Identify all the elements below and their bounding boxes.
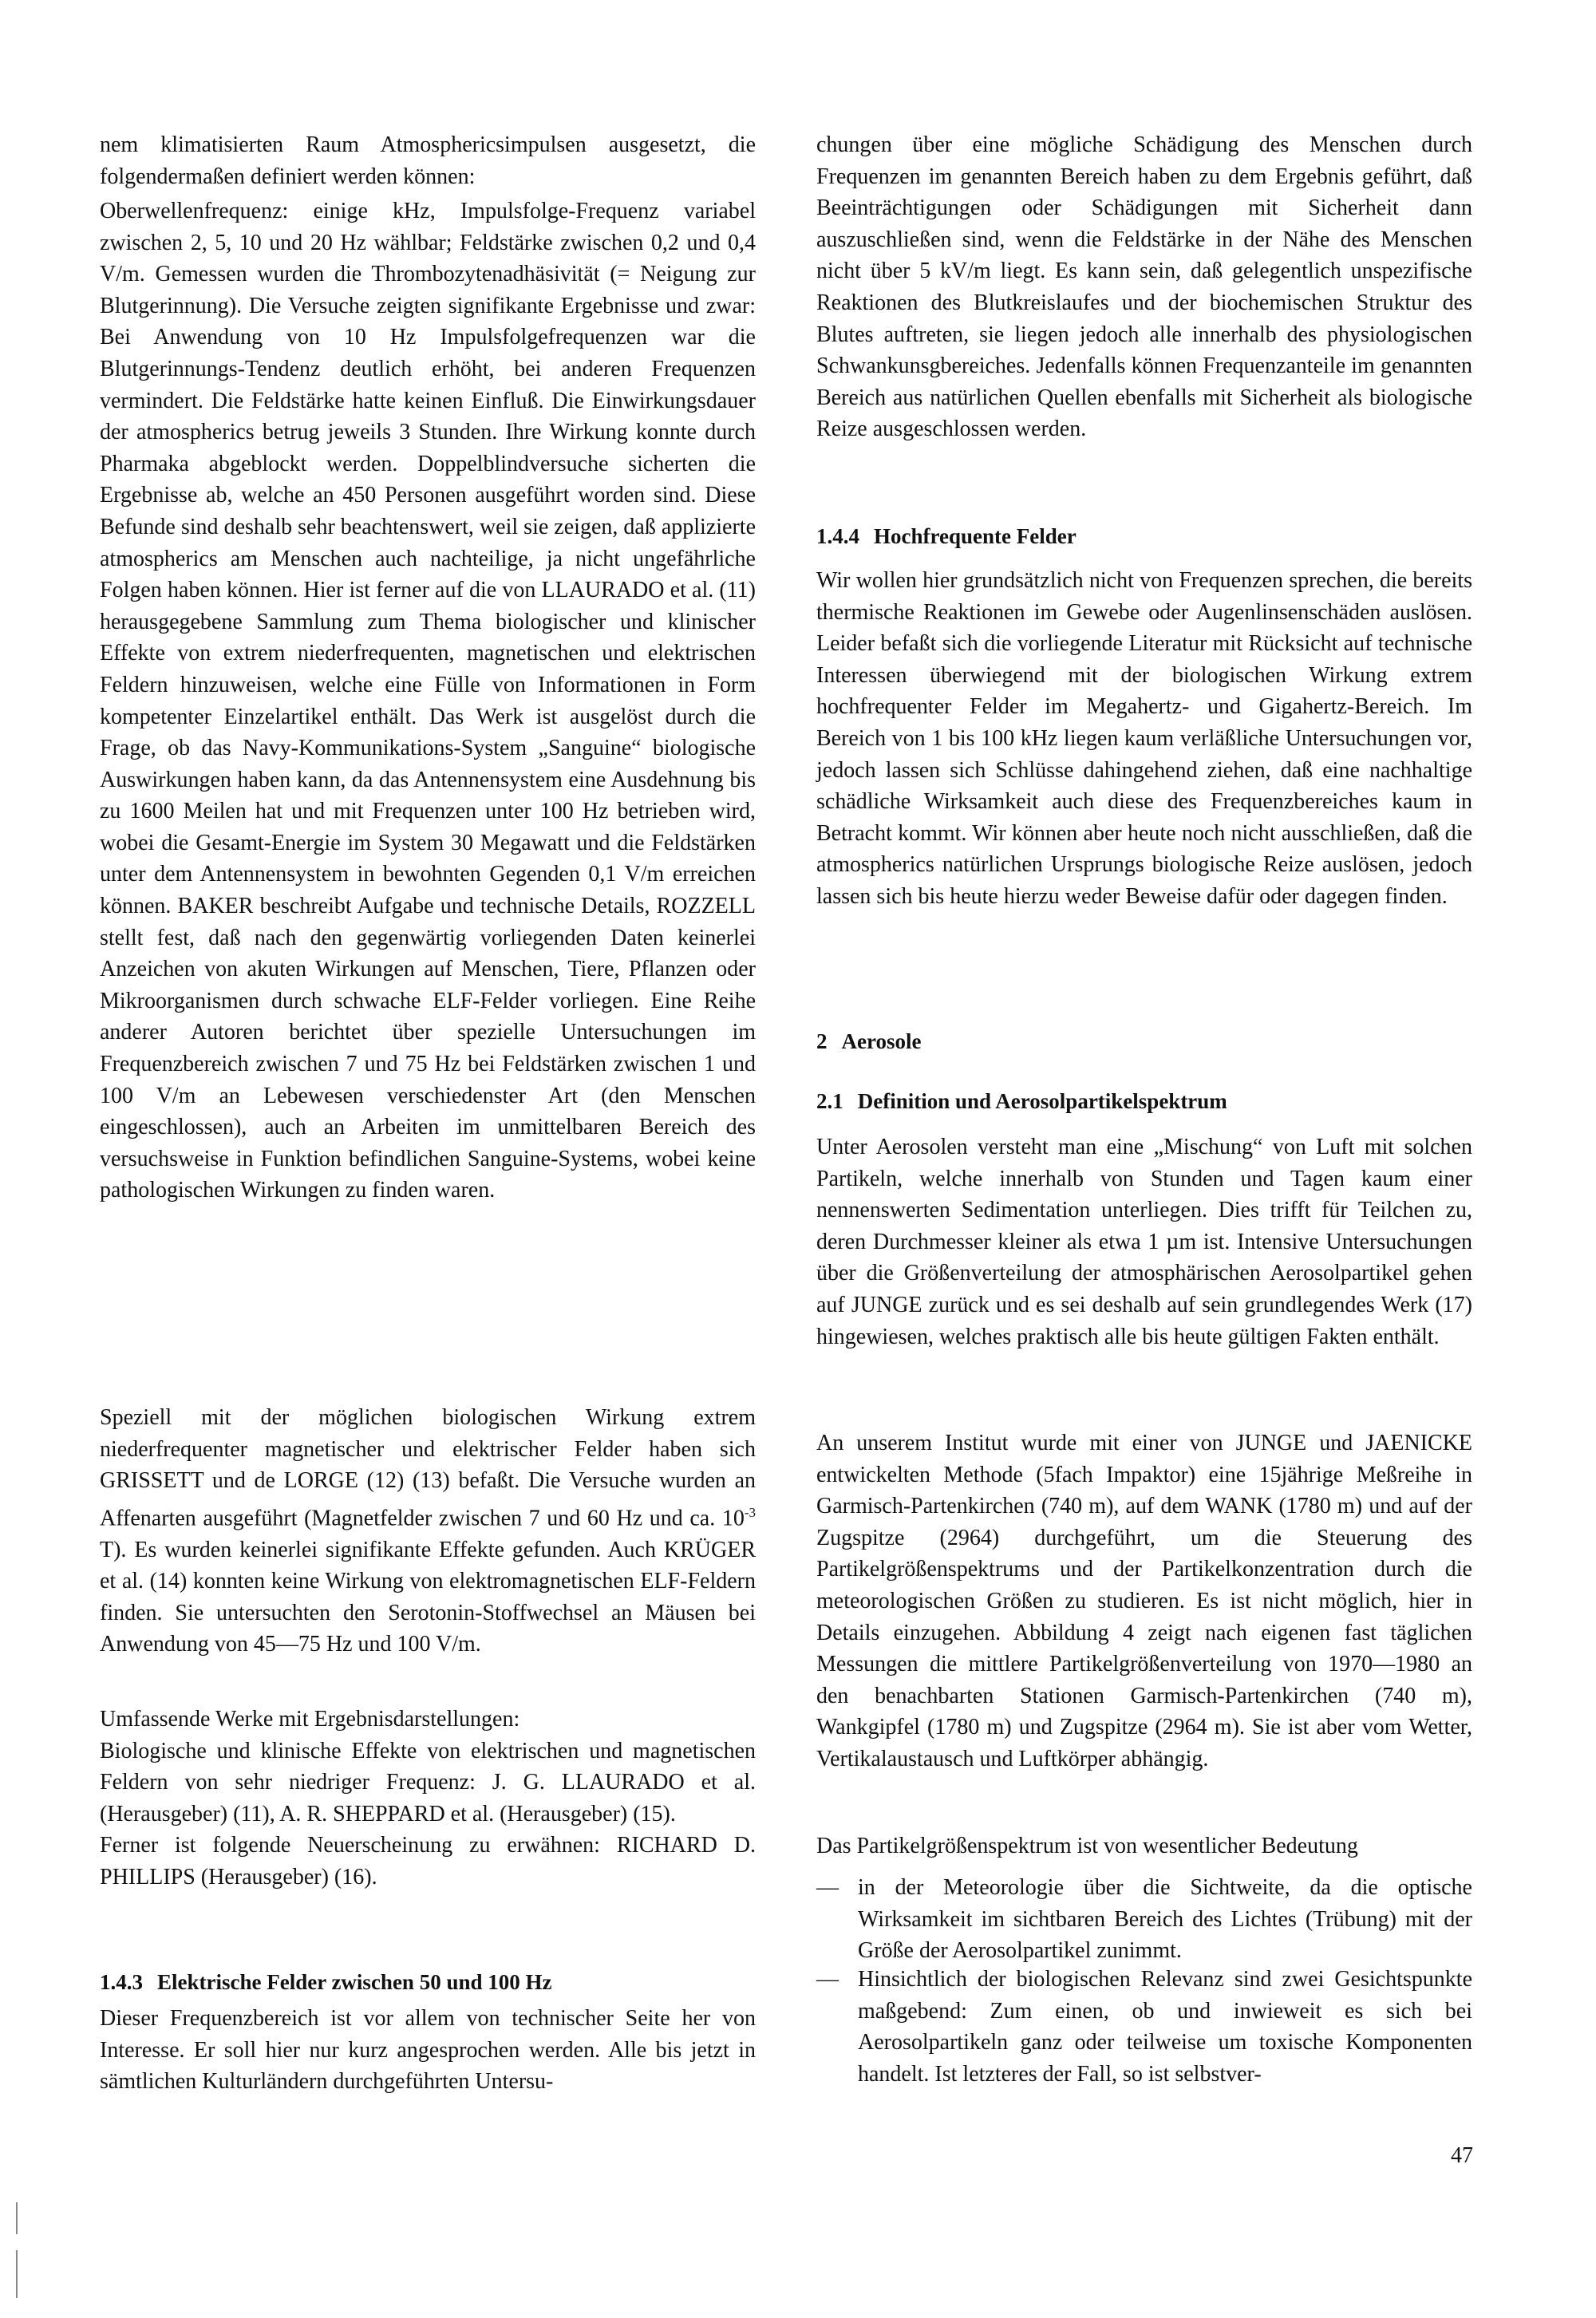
heading-number: 2 bbox=[816, 1029, 828, 1053]
list-item bbox=[816, 1964, 1472, 2090]
scan-mark bbox=[16, 2250, 18, 2298]
text: Biologische und klinische Effekte von elektrischen und magnetischen Feldern von sehr niedriger Frequenz: J. G. LLAURADO et al. (Herausgeber) (11), A. R. SHEPPARD et al. (Herausgeber) (15). bbox=[100, 1738, 756, 1826]
paragraph: chungen über eine mögliche Schädigung des Menschen durch Frequenzen im genannten Bereich haben zu dem Ergebnis geführt, daß Beeinträchtigungen oder Schädigungen mit Sicherheit dann auszuschließen sind, wenn die Feldstärke in der Nähe des Menschen nicht über 5 kV/m liegt. Es kann sein, daß gelegentlich unspezifische Reaktionen des Blutkreislaufes und der biochemischen Struktur des Blutes auftreten, sie liegen jedoch alle innerhalb des physiologischen Schwankunsgbereiches. Jedenfalls können Frequenzanteile im genannten Bereich aus natürlichen Quellen ebenfalls mit Sicherheit als biologische Reize ausgeschlossen werden. bbox=[816, 132, 1472, 442]
scan-mark bbox=[16, 2202, 18, 2234]
section-heading-1-4-4 bbox=[816, 522, 1077, 551]
superscript: -3 bbox=[744, 1504, 756, 1520]
text: Ferner ist folgende Neuerscheinung zu erwähnen: RICHARD D. PHILLIPS (Herausgeber) (16). bbox=[100, 1833, 756, 1890]
left-column bbox=[100, 0, 756, 2318]
heading-number: 1.4.4 bbox=[816, 524, 859, 548]
heading-title: Aerosole bbox=[841, 1029, 922, 1053]
paragraph: Unter Aerosolen versteht man eine „Mischung“ von Luft mit solchen Partikeln, welche innerhalb von Stunden und Tagen kaum einer nennenswerten Sedimentation unterliegen. Dies trifft für Teilchen zu, deren Durchmesser kleiner als etwa 1 µm ist. Intensive Untersuchungen über die Größenverteilung der atmosphärischen Aerosolpartikel gehen auf JUNGE zurück und es sei deshalb auf sein grundlegendes Werk (17) hingewiesen, welches praktisch alle bis heute gültigen Fakten enthält. bbox=[816, 1135, 1472, 1349]
text: Speziell mit der möglichen biologischen Wirkung extrem niederfrequenter magnetischer und elektrischer Felder haben sich GRISSETT und de LORGE (12) (13) befaßt. Die Versuche wurden an Affenarten ausgeführt (Magnetfelder zwischen 7 und 60 Hz und ca. 10 bbox=[100, 1405, 756, 1531]
heading-number: 2.1 bbox=[816, 1089, 843, 1113]
heading-title: Definition und Aerosolpartikelspektrum bbox=[857, 1089, 1227, 1113]
paragraph bbox=[100, 1704, 756, 1893]
section-heading-2 bbox=[816, 1027, 921, 1056]
section-heading-1-4-3 bbox=[100, 1968, 551, 1996]
text: in der Meteorologie über die Sichtweite, da die optische Wirksamkeit im sichtbaren Bereich des Lichtes (Trübung) mit der Größe der Aerosolpartikel zunimmt. bbox=[858, 1875, 1472, 1964]
list-item bbox=[816, 1872, 1472, 1967]
dash-bullet: — bbox=[816, 1875, 839, 1900]
text: Umfassende Werke mit Ergebnisdarstellungen: bbox=[100, 1707, 520, 1732]
section-heading-2-1 bbox=[816, 1087, 1227, 1116]
page-number: 47 bbox=[1451, 2143, 1473, 2168]
heading-title: Hochfrequente Felder bbox=[874, 524, 1077, 548]
paragraph bbox=[100, 1402, 756, 1661]
paragraph: nem klimatisierten Raum Atmosphericsimpulsen ausgesetzt, die folgendermaßen definiert werden können: bbox=[100, 132, 756, 189]
paragraph: Wir wollen hier grundsätzlich nicht von Frequenzen sprechen, die bereits thermische Reaktionen im Gewebe oder Augenlinsenschäden auslösen. Leider befaßt sich die vorliegende Literatur mit Rücksicht auf technische Interessen überwiegend mit der biologischen Wirkung extrem hochfrequenter Felder im Megahertz- und Gigahertz-Bereich. Im Bereich von 1 bis 100 kHz liegen kaum verläßliche Untersuchungen vor, jedoch lassen sich Schlüsse dahingehend ziehen, daß eine nachhaltige schädliche Wirksamkeit auch diese des Frequenzbereiches kaum in Betracht kommt. Wir können aber heute noch nicht ausschließen, daß die atmospherics natürlichen Ursprungs biologische Reize auslösen, jedoch lassen sich bis heute hierzu weder Beweise dafür oder dagegen finden. bbox=[816, 568, 1472, 909]
text: Hinsichtlich der biologischen Relevanz sind zwei Gesichtspunkte maßgebend: Zum einen, ob und inwieweit es sich bei Aerosolpartikeln ganz oder teilweise um toxische Komponenten handelt. Ist letzteres der Fall, so ist selbstver- bbox=[858, 1967, 1472, 2087]
text: T). Es wurden keinerlei signifikante Effekte gefunden. Auch KRÜGER et al. (14) konnten keine Wirkung von elektromagnetischen ELF-Feldern finden. Sie untersuchten den Serotonin-Stoffwechsel an Mäusen bei Anwendung von 45—75 Hz und 100 V/m. bbox=[100, 1537, 756, 1657]
dash-bullet: — bbox=[816, 1967, 839, 1992]
right-column bbox=[816, 0, 1472, 2318]
paragraph: Das Partikelgrößenspektrum ist von wesentlicher Bedeutung bbox=[816, 1834, 1358, 1858]
paragraph: Dieser Frequenzbereich ist vor allem von technischer Seite her von Interesse. Er soll hier nur kurz angesprochen werden. Alle bis jetzt in sämtlichen Kulturländern durchgeführten Untersu- bbox=[100, 2006, 756, 2095]
heading-title: Elektrische Felder zwischen 50 und 100 Hz bbox=[157, 1970, 552, 1994]
paragraph: Oberwellenfrequenz: einige kHz, Impulsfolge-Frequenz variabel zwischen 2, 5, 10 und 20 Hz wählbar; Feldstärke zwischen 0,2 und 0,4 V/m. Gemessen wurden die Thrombozytenadhäsivität (= Neigung zur Blutgerinnung). Die Versuche zeigten signifikante Ergebnisse und zwar: Bei Anwendung von 10 Hz Impulsfolgefrequenzen war die Blutgerinnungs-Tendenz deutlich erhöht, bei anderen Frequenzen vermindert. Die Feldstärke hatte keinen Einfluß. Die Einwirkungsdauer der atmospherics betrug jeweils 3 Stunden. Ihre Wirkung konnte durch Pharmaka abgeblockt werden. Doppelblindversuche sicherten die Ergebnisse ab, welche an 450 Personen ausgeführt worden sind. Diese Befunde sind deshalb sehr beachtenswert, weil sie zeigen, daß applizierte atmospherics am Menschen auch nachteilige, ja nicht ungefährliche Folgen haben können. Hier ist ferner auf die von LLAURADO et al. (11) herausgegebene Sammlung zum Thema biologischer und klinischer Effekte von extrem niederfrequenten, magnetischen und elektrischen Feldern hinzuweisen, welche eine Fülle von Informationen in Form kompetenter Einzelartikel enthält. Das Werk ist ausgelöst durch die Frage, ob das Navy-Kommunikations-System „Sanguine“ biologische Auswirkungen haben kann, da das Antennensystem eine Ausdehnung bis zu 1600 Meilen hat und mit Frequenzen unter 100 Hz betrieben wird, wobei die Gesamt-Energie im System 30 Megawatt und die Feldstärken unter dem Antennensystem in bewohnten Gegenden 0,1 V/m erreichen können. BAKER beschreibt Aufgabe und technische Details, ROZZELL stellt fest, daß nach den gegenwärtig vorliegenden Daten keinerlei Anzeichen von akuten Wirkungen auf Menschen, Tiere, Pflanzen oder Mikroorganismen durch schwache ELF-Felder vorliegen. Eine Reihe anderer Autoren berichtet über spezielle Untersuchungen im Frequenzbereich zwischen 7 und 75 Hz bei Feldstärken zwischen 1 und 100 V/m an Lebewesen verschiedenster Art (den Menschen eingeschlossen), auch an Arbeiten im unmittelbaren Bereich des versuchsweise in Funktion befindlichen Sanguine-Systems, wobei keine pathologischen Wirkungen zu finden waren. bbox=[100, 199, 756, 1203]
paragraph: An unserem Institut wurde mit einer von JUNGE und JAENICKE entwickelten Methode (5fach Impaktor) eine 15jährige Meßreihe in Garmisch-Partenkirchen (740 m), auf dem WANK (1780 m) und auf der Zugspitze (2964) durchgeführt, um die Steuerung des Partikelgrößenspektrums und der Partikelkonzentration durch die meteorologischen Größen zu studieren. Es ist nicht möglich, hier in Details einzugehen. Abbildung 4 zeigt nach eigenen fast täglichen Messungen die mittlere Partikelgrößenverteilung von 1970—1980 an den benachbarten Stationen Garmisch-Partenkirchen (740 m), Wankgipfel (1780 m) und Zugspitze (2964 m). Sie ist aber vom Wetter, Vertikalaustausch und Luftkörper abhängig. bbox=[816, 1431, 1472, 1771]
heading-number: 1.4.3 bbox=[100, 1970, 143, 1994]
